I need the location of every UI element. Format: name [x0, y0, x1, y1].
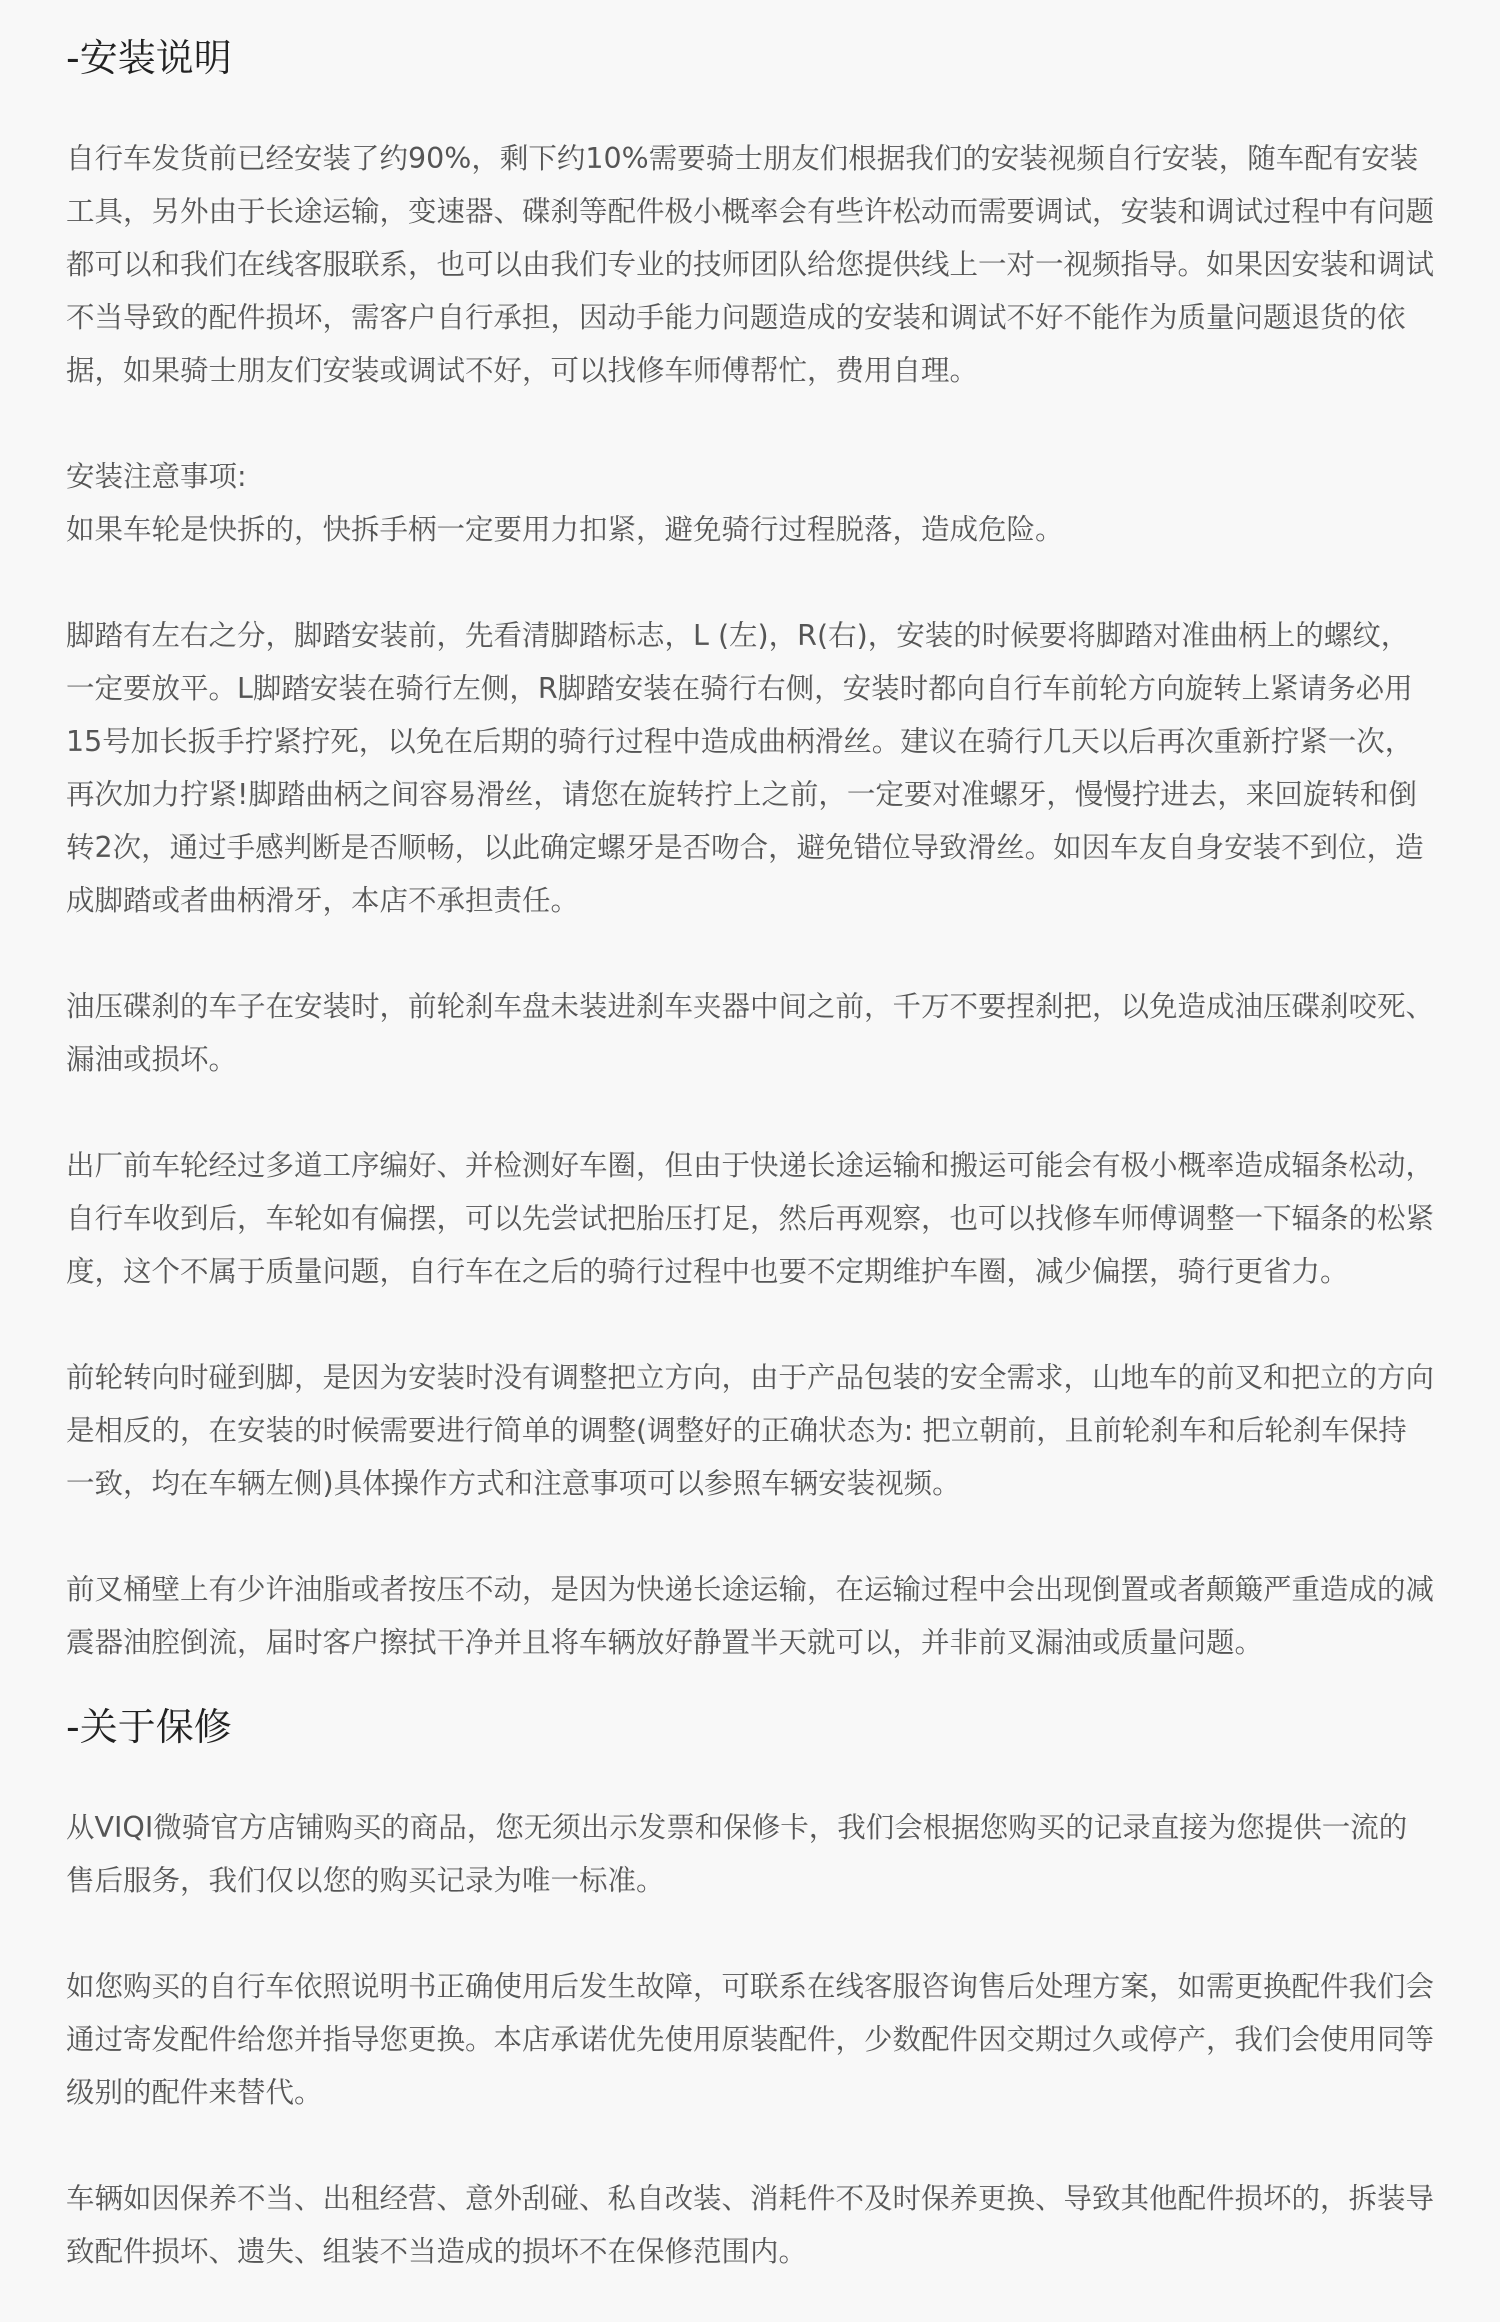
install-paragraph-hydraulic-brake: 油压碟刹的车子在安装时，前轮刹车盘未装进刹车夹器中间之前，千万不要捏刹把，以免造成油压碟刹咬死、漏油或损坏。: [66, 990, 1435, 1076]
install-notes-heading: 安装注意事项:: [66, 460, 247, 493]
install-paragraph-quick-release: 如果车轮是快拆的，快拆手柄一定要用力扣紧，避免骑行过程脱落，造成危险。: [66, 513, 1064, 546]
install-paragraph-intro: 自行车发货前已经安装了约90%，剩下约10%需要骑士朋友们根据我们的安装视频自行安装，随车配有安装工具，另外由于长途运输，变速器、碟刹等配件极小概率会有些许松动而需要调试，安装和调试过程中有问题都可以和我们在线客服联系，也可以由我们专业的技师团队给您提供线上一对一视频指导。如果因安装和调试不当导致的配件损坏，需客户自行承担，因动手能力问题造成的安装和调试不好不能作为质量问题退货的依据，如果骑士朋友们安装或调试不好，可以找修车师傅帮忙，费用自理。: [66, 142, 1435, 387]
install-paragraph-fork-oil: 前叉桶壁上有少许油脂或者按压不动，是因为快递长途运输，在运输过程中会出现倒置或者颠簸严重造成的减震器油腔倒流，届时客户擦拭干净并且将车辆放好静置半天就可以，并非前叉漏油或质量问题。: [66, 1573, 1435, 1659]
section-title-install: -安装说明: [66, 36, 232, 80]
section-title-warranty: -关于保修: [66, 1705, 232, 1749]
install-paragraph-fork-direction: 前轮转向时碰到脚，是因为安装时没有调整把立方向，由于产品包装的安全需求，山地车的前叉和把立的方向是相反的，在安装的时候需要进行简单的调整(调整好的正确状态为: 把立朝前，且前轮刹车和后轮刹车保持一致，均在车辆左侧)具体操作方式和注意事项可以参照车辆安装视频。: [66, 1361, 1435, 1500]
warranty-paragraph-records: 从VIQI微骑官方店铺购买的商品，您无须出示发票和保修卡，我们会根据您购买的记录直接为您提供一流的售后服务，我们仅以您的购买记录为唯一标准。: [66, 1811, 1408, 1897]
install-paragraph-pedals: 脚踏有左右之分，脚踏安装前，先看清脚踏标志，L (左)，R(右)，安装的时候要将脚踏对准曲柄上的螺纹，一定要放平。L脚踏安装在骑行左侧，R脚踏安装在骑行右侧，安装时都向自行车前轮方向旋转上紧请务必用15号加长扳手拧紧拧死，以免在后期的骑行过程中造成曲柄滑丝。建议在骑行几天以后再次重新拧紧一次，再次加力拧紧!脚踏曲柄之间容易滑丝，请您在旋转拧上之前，一定要对准螺牙，慢慢拧进去，来回旋转和倒转2次，通过手感判断是否顺畅，以此确定螺牙是否吻合，避免错位导致滑丝。如因车友自身安装不到位，造成脚踏或者曲柄滑牙，本店不承担责任。: [66, 619, 1424, 917]
install-paragraph-wheel-truing: 出厂前车轮经过多道工序编好、并检测好车圈，但由于快递长途运输和搬运可能会有极小概率造成辐条松动，自行车收到后，车轮如有偏摆，可以先尝试把胎压打足，然后再观察，也可以找修车师傅调整一下辐条的松紧度，这个不属于质量问题，自行车在之后的骑行过程中也要不定期维护车圈，减少偏摆，骑行更省力。: [66, 1149, 1435, 1288]
warranty-paragraph-parts: 如您购买的自行车依照说明书正确使用后发生故障，可联系在线客服咨询售后处理方案，如需更换配件我们会通过寄发配件给您并指导您更换。本店承诺优先使用原装配件，少数配件因交期过久或停产，我们会使用同等级别的配件来替代。: [66, 1970, 1435, 2109]
warranty-paragraph-exclusions: 车辆如因保养不当、出租经营、意外刮碰、私自改装、消耗件不及时保养更换、导致其他配件损坏的，拆装导致配件损坏、遗失、组装不当造成的损坏不在保修范围内。: [66, 2182, 1435, 2268]
